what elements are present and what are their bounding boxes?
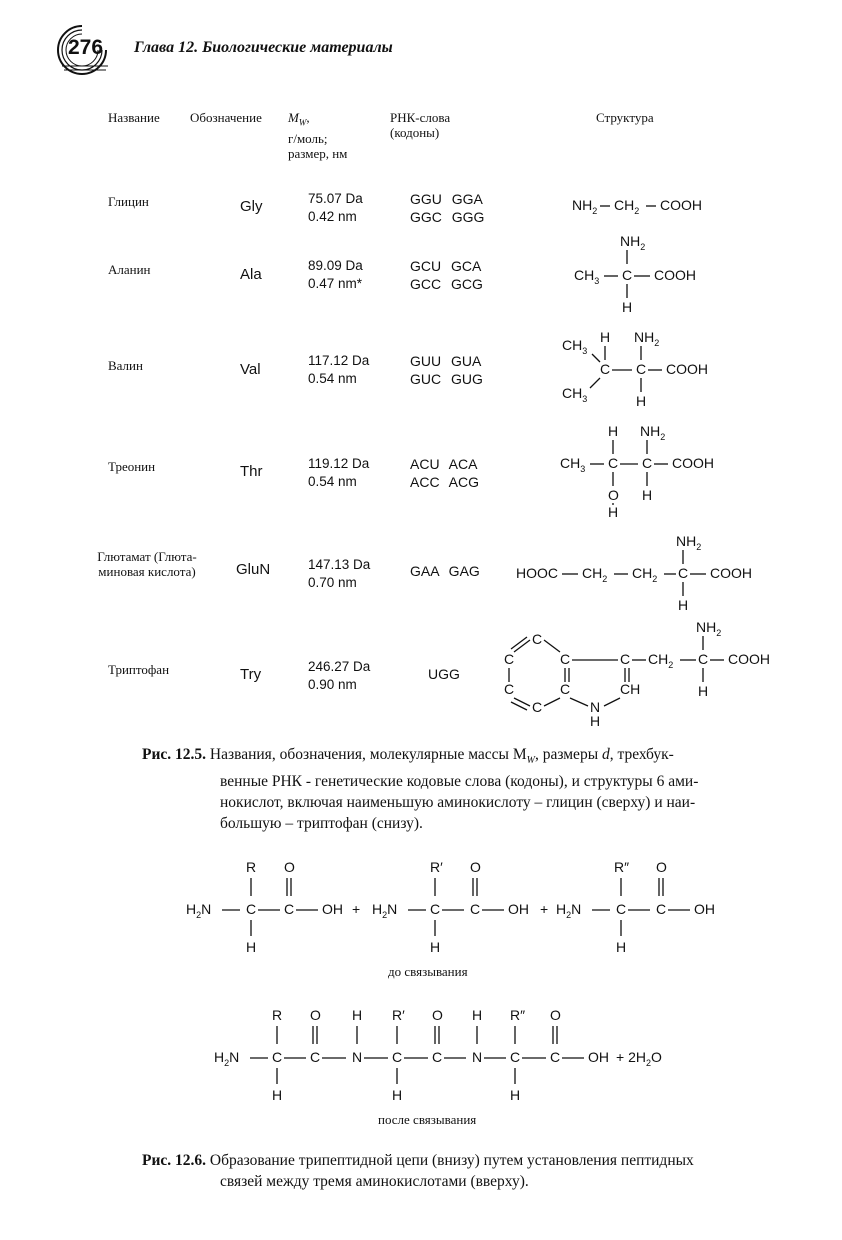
svg-text:CH3: $CH_3$ (562, 337, 588, 356)
glycine-structure (572, 197, 702, 216)
amino-name: Триптофан (108, 662, 170, 677)
svg-text:R″: R″ (614, 859, 630, 875)
svg-text:O: O (550, 1007, 561, 1023)
svg-text:R: R (246, 859, 257, 875)
svg-text:COOH: COOH (660, 197, 702, 213)
svg-text:NH2: $NH_2$ (572, 197, 598, 216)
figure-12-5-caption (142, 744, 812, 834)
svg-text:C: C (698, 651, 709, 667)
svg-text:CH2: $CH_2$ (582, 565, 608, 584)
svg-text:H: H (608, 504, 619, 520)
svg-text:H: H (590, 713, 601, 729)
svg-text:C: C (616, 901, 627, 917)
svg-text:H: H (622, 299, 633, 315)
after-bonding-label: после связывания (378, 1112, 477, 1127)
before-bonding-label: до связывания (388, 964, 468, 979)
svg-text:H: H (246, 939, 257, 955)
alanine-structure (574, 233, 696, 315)
svg-text:O: O (284, 859, 295, 875)
svg-text:CH2: $CH_2$ (632, 565, 658, 584)
amino-abbr: Val (240, 361, 261, 378)
svg-text:CH3: $CH_3$ (562, 385, 588, 404)
svg-text:C: C (678, 565, 689, 581)
caption-text: , трехбук- (609, 746, 674, 763)
svg-text:C: C (600, 361, 611, 377)
svg-text:C: C (432, 1049, 443, 1065)
valine-structure (562, 329, 708, 409)
svg-text:H: H (352, 1007, 363, 1023)
svg-text:CH3: $CH_3$ (574, 267, 600, 286)
svg-text:C: C (504, 681, 515, 697)
svg-text:C: C (532, 699, 543, 715)
amino-codons: GCU GCA GCC GCG (410, 258, 483, 292)
figure-12-6-caption (142, 1150, 812, 1192)
svg-text:+: + (540, 901, 549, 917)
svg-text:N: N (472, 1049, 483, 1065)
svg-text:HOOC: HOOC (516, 565, 558, 581)
svg-text:C: C (430, 901, 441, 917)
amino-abbr: Try (240, 666, 262, 683)
svg-text:COOH: COOH (654, 267, 696, 283)
mw-units: г/моль; (288, 130, 328, 146)
caption-text: венные РНК - генетические кодовые слова (кодоны), и структуры 6 ами- (220, 773, 699, 791)
svg-text:N: N (352, 1049, 363, 1065)
amino-name: Глицин (108, 194, 149, 209)
svg-text:OH: OH (588, 1049, 609, 1065)
svg-text:H: H (642, 487, 653, 503)
svg-text:OH: OH (508, 901, 529, 917)
amino-abbr: Gly (240, 198, 263, 215)
svg-text:NH2: $NH_2$ (696, 619, 722, 638)
svg-text:H: H (430, 939, 441, 955)
svg-text:C: C (642, 455, 653, 471)
svg-text:O: O (608, 487, 619, 503)
svg-text:C: C (272, 1049, 283, 1065)
svg-text:H: H (616, 939, 627, 955)
col-abbr-header: Обозначение (190, 110, 262, 125)
amino-mass-size: 117.12 Da 0.54 nm (308, 353, 370, 386)
svg-text:CH: CH (620, 681, 641, 697)
size-units: размер, нм (288, 145, 348, 161)
svg-text:H: H (510, 1087, 521, 1103)
amino-name: Глютамат (Глюта- миновая кислота) (97, 549, 197, 579)
svg-text:H: H (636, 393, 647, 409)
caption-text: большую – триптофан (снизу). (220, 815, 423, 833)
svg-text:C: C (284, 901, 295, 917)
svg-text:COOH: COOH (710, 565, 752, 581)
svg-text:C: C (510, 1049, 521, 1065)
svg-text:O: O (656, 859, 667, 875)
svg-text:R″: R″ (510, 1007, 526, 1023)
svg-text:H: H (472, 1007, 483, 1023)
amino-mass-size: 246.27 Da 0.90 nm (308, 659, 371, 692)
svg-text:C: C (470, 901, 481, 917)
svg-text:H: H (272, 1087, 283, 1103)
amino-abbr: GluN (236, 561, 271, 578)
amino-mass-size: 147.13 Da 0.70 nm (308, 557, 371, 590)
svg-text:COOH: COOH (728, 651, 770, 667)
svg-text:C: C (550, 1049, 561, 1065)
amino-name: Треонин (108, 459, 156, 474)
col-name-header: Название (108, 110, 160, 125)
svg-text:C: C (560, 681, 571, 697)
amino-codons: GUU GUA GUC GUG (410, 353, 483, 387)
svg-text:OH: OH (694, 901, 715, 917)
svg-text:NH2: $NH_2$ (634, 329, 660, 348)
svg-text:R: R (272, 1007, 283, 1023)
amino-name: Валин (108, 358, 143, 373)
reaction-after (214, 1007, 662, 1103)
mw-symbol: M (288, 110, 299, 125)
caption-italic: d (601, 746, 610, 763)
svg-text:C: C (560, 651, 571, 667)
svg-text:C: C (622, 267, 633, 283)
mw-comma: , (306, 110, 310, 125)
svg-text:COOH: COOH (666, 361, 708, 377)
svg-text:OH: OH (322, 901, 343, 917)
svg-text:H2N: $H_2N$ (186, 901, 212, 920)
svg-text:H: H (678, 597, 689, 613)
caption-text: связей между тремя аминокислотами (вверху). (220, 1173, 529, 1190)
codons-header-line2: (кодоны) (390, 125, 440, 140)
amino-codons: ACU ACA ACC ACG (410, 456, 480, 490)
svg-text:C: C (608, 455, 619, 471)
mw-subscript: W (298, 117, 307, 128)
svg-text:NH2: $NH_2$ (676, 533, 702, 552)
amino-abbr: Ala (240, 266, 262, 283)
amino-codons: UGG (428, 666, 460, 682)
svg-text:C: C (620, 651, 631, 667)
codons-header-line1: РНК-слова (390, 110, 451, 125)
svg-text:COOH: COOH (672, 455, 714, 471)
svg-text:CH2: $CH_2$ (614, 197, 640, 216)
svg-text:H2N: $H_2N$ (556, 901, 582, 920)
amino-codons: GAA GAG (410, 563, 480, 579)
svg-text:R′: R′ (392, 1007, 405, 1023)
svg-text:+ 2H2O: + $2H_2O$ (616, 1049, 662, 1068)
svg-text:H2N: $H_2N$ (372, 901, 398, 920)
svg-text:O: O (432, 1007, 443, 1023)
svg-text:C: C (310, 1049, 321, 1065)
caption-text: , размеры (534, 746, 602, 763)
svg-text:+: + (352, 901, 361, 917)
svg-text:CH2: $CH_2$ (648, 651, 674, 670)
amino-name: Аланин (108, 262, 151, 277)
col-structure-header: Структура (596, 110, 654, 125)
svg-text:CH3: $CH_3$ (560, 455, 586, 474)
amino-mass-size: 119.12 Da 0.54 nm (308, 456, 370, 489)
chapter-title: Глава 12. Биологические материалы (134, 39, 393, 56)
amino-codons: GGU GGA GGC GGG (410, 191, 485, 225)
svg-text:C: C (392, 1049, 403, 1065)
caption-text: Названия, обозначения, молекулярные массы M (209, 746, 527, 763)
caption-subscript: W (526, 755, 535, 767)
caption-text: Образование трипептидной цепи (внизу) путем установления пептидных (209, 1152, 694, 1169)
svg-text:C: C (532, 631, 543, 647)
caption-text: нокислот, включая наименьшую аминокислоту – глицин (сверху) и наи- (220, 794, 696, 812)
svg-text:NH2: $NH_2$ (640, 423, 666, 442)
svg-text:C: C (504, 651, 515, 667)
svg-text:NH2: $NH_2$ (620, 233, 646, 252)
svg-text:C: C (656, 901, 667, 917)
svg-text:H: H (600, 329, 611, 345)
figure-label: Рис. 12.6. (142, 1152, 207, 1169)
svg-text:R′: R′ (430, 859, 443, 875)
page-number: 276 (68, 36, 104, 59)
svg-text:H: H (392, 1087, 403, 1103)
svg-text:C: C (636, 361, 647, 377)
amino-mass-size: 75.07 Da 0.42 nm (308, 191, 363, 224)
reaction-before (186, 859, 715, 955)
svg-text:H: H (608, 423, 619, 439)
threonine-structure (560, 423, 714, 520)
amino-abbr: Thr (240, 463, 263, 480)
svg-text:O: O (310, 1007, 321, 1023)
svg-text:H: H (698, 683, 709, 699)
svg-text:N: N (590, 699, 601, 715)
svg-text:C: C (246, 901, 257, 917)
glutamate-structure (516, 533, 752, 613)
figure-label: Рис. 12.5. (142, 746, 207, 763)
svg-text:H2N: $H_2N$ (214, 1049, 240, 1068)
svg-text:O: O (470, 859, 481, 875)
tryptophan-structure (504, 619, 770, 729)
amino-mass-size: 89.09 Da 0.47 nm* (308, 258, 363, 291)
